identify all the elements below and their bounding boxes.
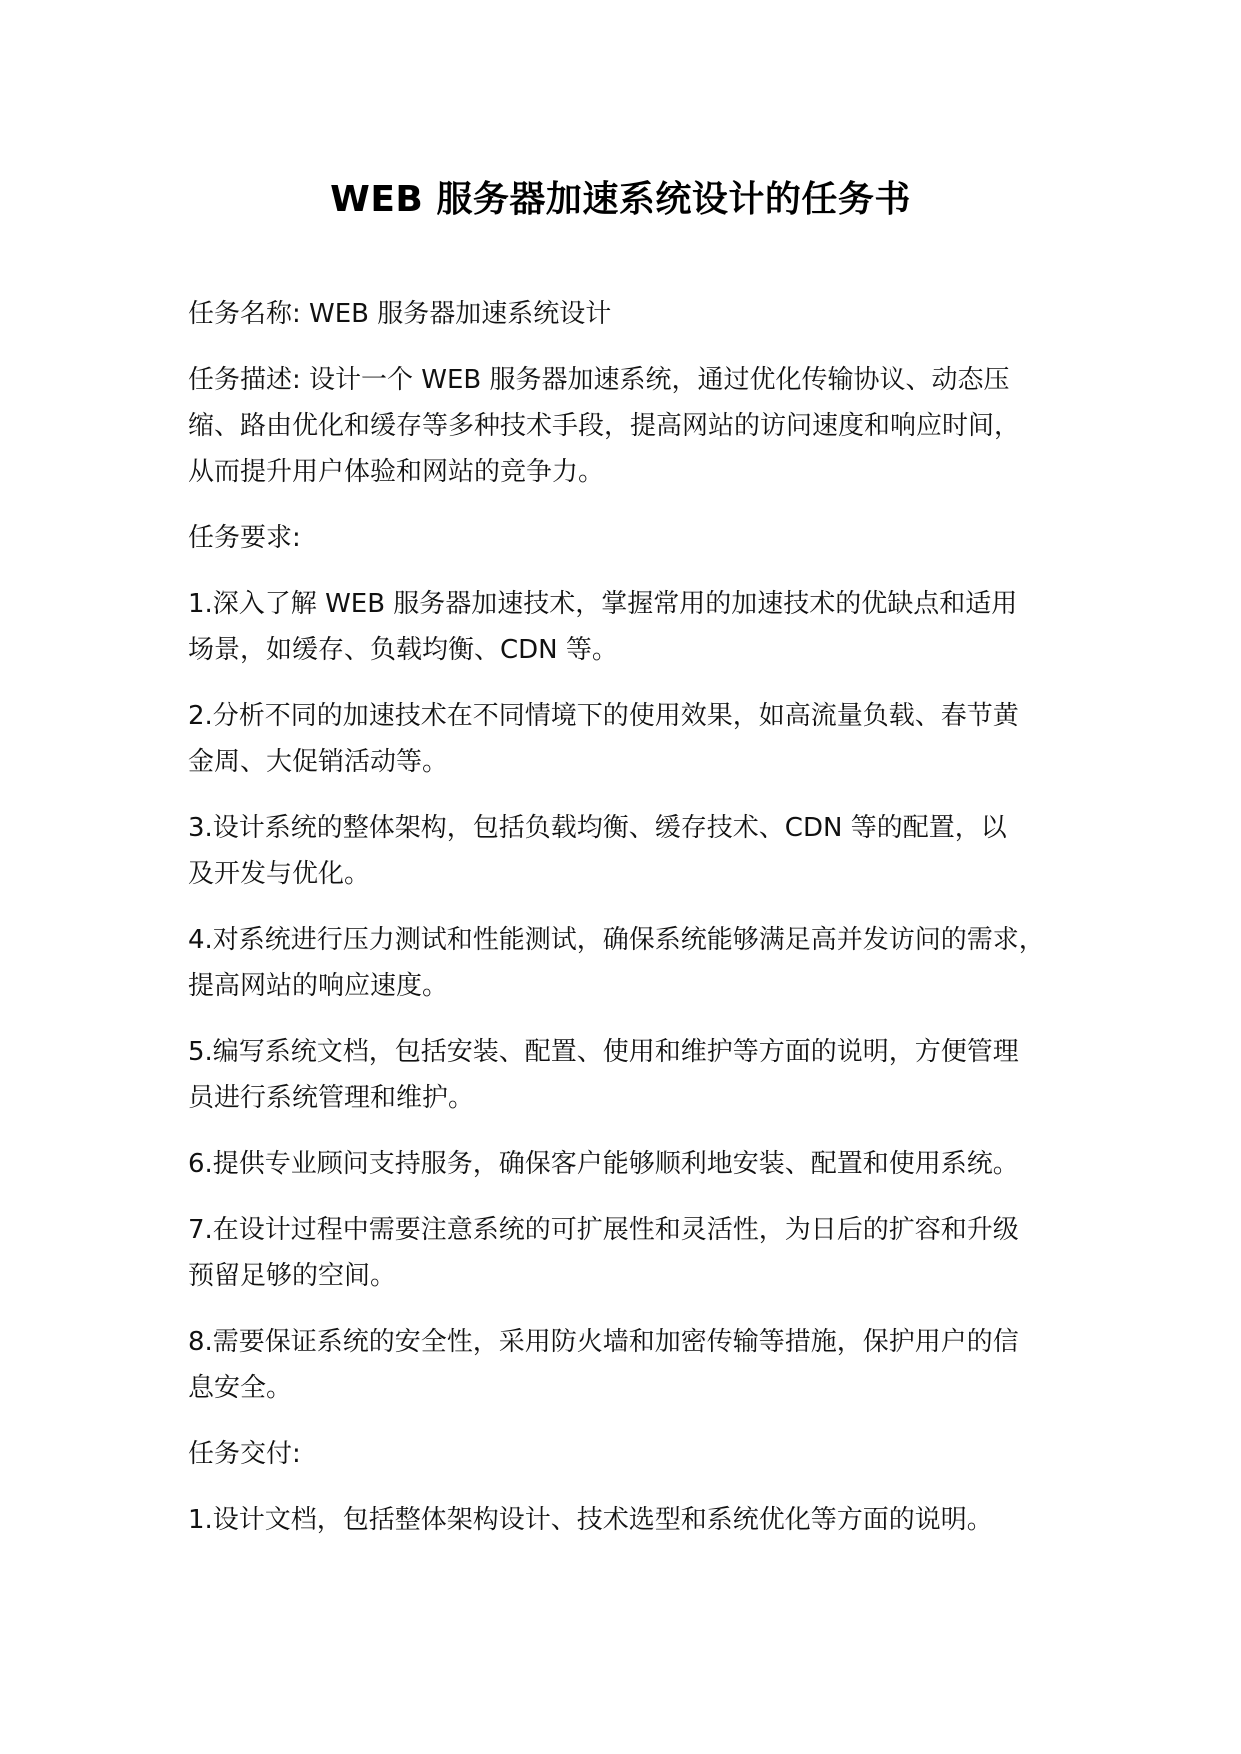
requirement-line: 3.设计系统的整体架构，包括负载均衡、缓存技术、CDN 等的配置，以 — [188, 813, 1007, 843]
requirement-line: 提高网站的响应速度。 — [188, 971, 449, 1001]
requirement-item — [188, 1207, 1088, 1299]
requirement-line: 金周、大促销活动等。 — [188, 747, 449, 777]
deliverable-item — [188, 1497, 1088, 1543]
task-description-line: 缩、路由优化和缓存等多种技术手段，提高网站的访问速度和响应时间， — [188, 411, 1021, 441]
requirement-line: 场景，如缓存、负载均衡、CDN 等。 — [188, 635, 618, 665]
requirement-item — [188, 1029, 1088, 1121]
requirement-line: 1.深入了解 WEB 服务器加速技术，掌握常用的加速技术的优缺点和适用 — [188, 589, 1018, 619]
document-title: WEB 服务器加速系统设计的任务书 — [330, 179, 911, 220]
requirement-item — [188, 1141, 1088, 1187]
delivery-heading-text: 任务交付: — [188, 1439, 301, 1469]
task-name — [188, 291, 1088, 337]
task-name-text: 任务名称: WEB 服务器加速系统设计 — [188, 299, 612, 329]
requirement-line: 2.分析不同的加速技术在不同情境下的使用效果，如高流量负载、春节黄 — [188, 701, 1019, 731]
requirement-item — [188, 693, 1088, 785]
requirement-item — [188, 917, 1088, 1009]
requirement-line: 6.提供专业顾问支持服务，确保客户能够顺利地安装、配置和使用系统。 — [188, 1149, 1019, 1179]
delivery-heading — [188, 1431, 1088, 1477]
requirement-line: 预留足够的空间。 — [188, 1261, 397, 1291]
requirement-line: 息安全。 — [188, 1373, 293, 1403]
requirement-line: 4.对系统进行压力测试和性能测试，确保系统能够满足高并发访问的需求， — [188, 925, 1045, 955]
task-description-line: 任务描述: 设计一个 WEB 服务器加速系统，通过优化传输协议、动态压 — [188, 365, 1010, 395]
deliverable-line: 1.设计文档，包括整体架构设计、技术选型和系统优化等方面的说明。 — [188, 1505, 993, 1535]
requirement-line: 员进行系统管理和维护。 — [188, 1083, 475, 1113]
task-description — [188, 357, 1088, 495]
requirement-line: 5.编写系统文档，包括安装、配置、使用和维护等方面的说明，方便管理 — [188, 1037, 1019, 1067]
requirement-item — [188, 581, 1088, 673]
task-description-line: 从而提升用户体验和网站的竞争力。 — [188, 457, 605, 487]
requirement-line: 及开发与优化。 — [188, 859, 371, 889]
requirement-line: 8.需要保证系统的安全性，采用防火墙和加密传输等措施，保护用户的信 — [188, 1327, 1019, 1357]
requirement-item — [188, 805, 1088, 897]
requirements-heading-text: 任务要求: — [188, 523, 301, 553]
requirement-line: 7.在设计过程中需要注意系统的可扩展性和灵活性，为日后的扩容和升级 — [188, 1215, 1019, 1245]
requirements-heading — [188, 515, 1088, 561]
document-body — [188, 291, 1088, 1563]
requirement-item — [188, 1319, 1088, 1411]
